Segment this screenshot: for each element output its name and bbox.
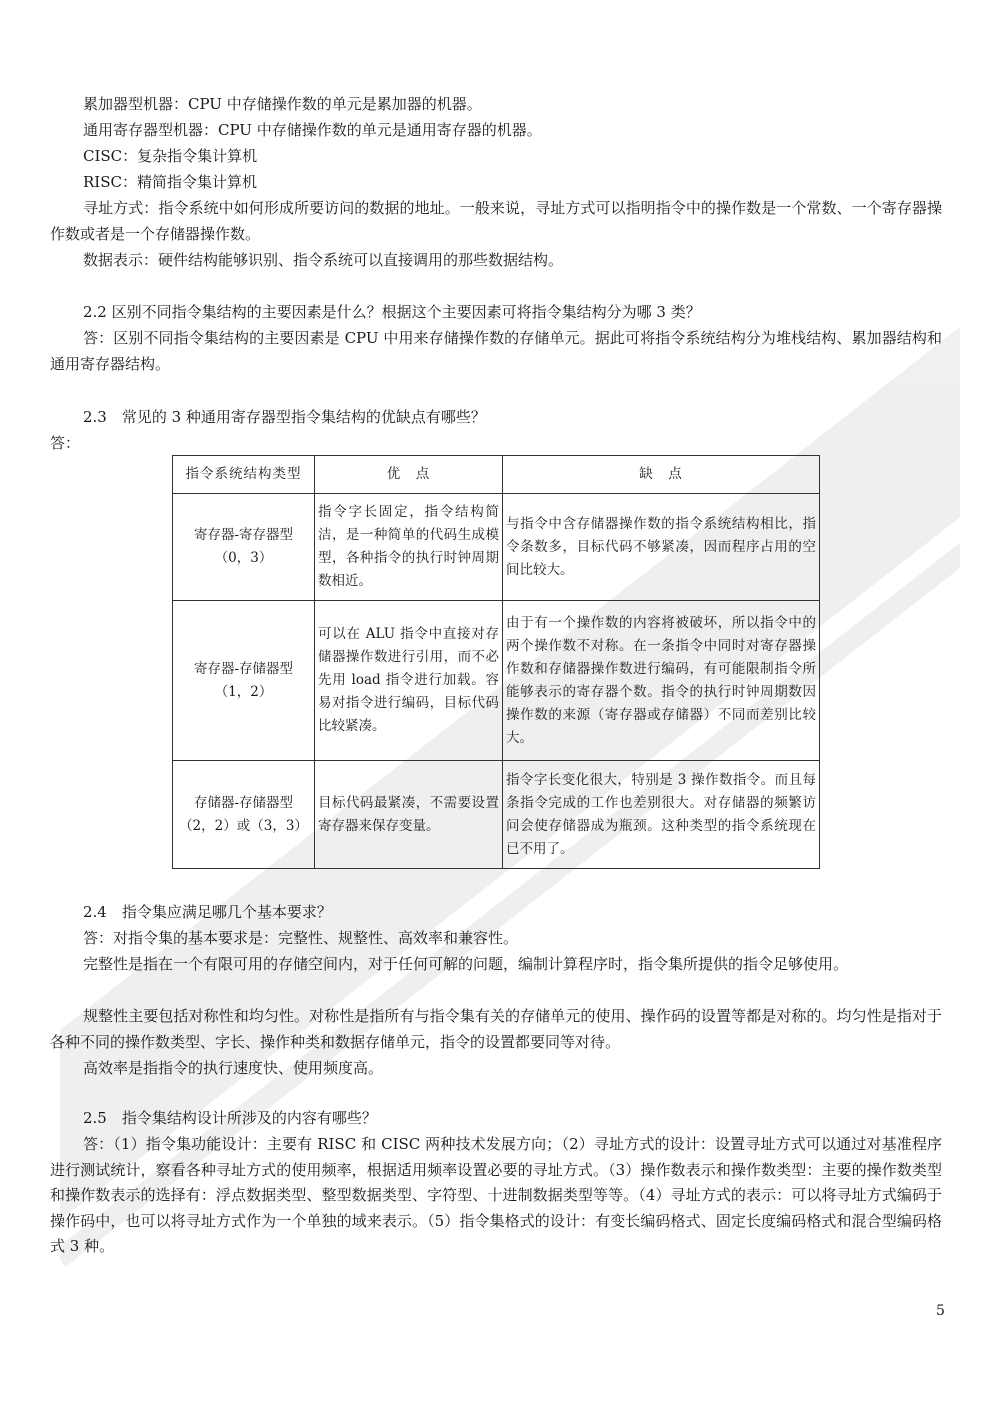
def-risc: RISC：精简指令集计算机 <box>83 173 257 191</box>
row-type-cell <box>173 494 315 601</box>
row-type-code: （0，3） <box>214 550 273 566</box>
q24-regularity: 规整性主要包括对称性和均匀性。对称性是指所有与指令集有关的存储单元的使用、操作码的设置等都是对称的。均匀性是指对于各种不同的操作数类型、字长、操作种类和数据存储单元，指令的设置都要同等对待。 <box>50 1007 942 1051</box>
table-header-row <box>173 456 820 494</box>
q24-efficiency: 高效率是指指令的执行速度快、使用频度高。 <box>83 1059 384 1077</box>
q22-question: 2.2 区别不同指令集结构的主要因素是什么？根据这个主要因素可将指令集结构分为哪 3 类？ <box>83 303 701 321</box>
row-cons-cell: 与指令中含存储器操作数的指令系统结构相比，指令条数多，目标代码不够紧凑，因而程序占用的空间比较大。 <box>503 494 820 601</box>
q23-question: 2.3 常见的 3 种通用寄存器型指令集结构的优缺点有哪些？ <box>83 408 486 426</box>
q24-question: 2.4 指令集应满足哪几个基本要求？ <box>83 903 332 921</box>
row-type-name: 寄存器-寄存器型 <box>193 527 294 543</box>
row-type-code: （2，2）或（3，3） <box>179 817 308 834</box>
q24-answer: 答：对指令集的基本要求是：完整性、规整性、高效率和兼容性。 <box>83 929 519 947</box>
row-type-cell <box>173 761 315 869</box>
row-pros-cell: 指令字长固定，指令结构简洁，是一种简单的代码生成模型，各种指令的执行时钟周期数相近。 <box>315 494 503 601</box>
row-cons-cell: 指令字长变化很大，特别是 3 操作数指令。而且每条指令完成的工作也差别很大。对存储器的频繁访问会使存储器成为瓶颈。这种类型的指令系统现在已不用了。 <box>503 761 820 869</box>
def-accumulator: 累加器型机器：CPU 中存储操作数的单元是累加器的机器。 <box>83 95 482 113</box>
def-data-representation: 数据表示：硬件结构能够识别、指令系统可以直接调用的那些数据结构。 <box>83 251 564 269</box>
col-header-type: 指令系统结构类型 <box>173 456 315 494</box>
table-row <box>173 601 820 761</box>
q23-answer-label: 答： <box>50 434 81 452</box>
q25-question: 2.5 指令集结构设计所涉及的内容有哪些？ <box>83 1109 377 1127</box>
row-type-name: 寄存器-存储器型 <box>193 660 294 677</box>
def-cisc: CISC：复杂指令集计算机 <box>83 147 258 165</box>
table-row <box>173 494 820 601</box>
col-header-cons: 缺 点 <box>503 456 820 494</box>
def-gpr: 通用寄存器型机器：CPU 中存储操作数的单元是通用寄存器的机器。 <box>83 121 542 139</box>
table-row <box>173 761 820 869</box>
q25-answer: 答：（1）指令集功能设计：主要有 RISC 和 CISC 两种技术发展方向；（2）寻址方式的设计：设置寻址方式可以通过对基准程序进行测试统计，察看各种寻址方式的使用频率，根据适用频率设置必要的寻址方式。（3）操作数表示和操作数类型：主要的操作数类型和操作数表示的选择有：浮点数据类型、整型数据类型、字符型、十进制数据类型等等。（4）寻址方式的表示：可以将寻址方式编码于操作码中，也可以将寻址方式作为一个单独的域来表示。（5）指令集格式的设计：有变长编码格式、固定长度编码格式和混合型编码格式 3 种。 <box>50 1135 942 1255</box>
row-cons-cell: 由于有一个操作数的内容将被破坏，所以指令中的两个操作数不对称。在一条指令中同时对寄存器操作数和存储器操作数进行编码，有可能限制指令所能够表示的寄存器个数。指令的执行时钟周期数因操作数的来源（寄存器或存储器）不同而差别比较大。 <box>503 601 820 761</box>
row-pros-cell: 可以在 ALU 指令中直接对存储器操作数进行引用，而不必先用 load 指令进行加载。容易对指令进行编码，目标代码比较紧凑。 <box>315 601 503 761</box>
q22-answer: 答：区别不同指令集结构的主要因素是 CPU 中用来存储操作数的存储单元。据此可将指令系统结构分为堆栈结构、累加器结构和通用寄存器结构。 <box>50 329 942 373</box>
row-type-cell <box>173 601 315 761</box>
row-type-code: （1，2） <box>214 683 273 700</box>
def-addressing: 寻址方式：指令系统中如何形成所要访问的数据的地址。一般来说，寻址方式可以指明指令中的操作数是一个常数、一个寄存器操作数或者是一个存储器操作数。 <box>50 199 942 243</box>
row-type-name: 存储器-存储器型 <box>193 794 294 811</box>
page-number: 5 <box>936 1303 945 1319</box>
q24-completeness: 完整性是指在一个有限可用的存储空间内，对于任何可解的问题，编制计算程序时，指令集所提供的指令足够使用。 <box>83 955 849 973</box>
row-pros-cell: 目标代码最紧凑，不需要设置寄存器来保存变量。 <box>315 761 503 869</box>
comparison-table <box>172 455 820 869</box>
col-header-pros: 优 点 <box>315 456 503 494</box>
